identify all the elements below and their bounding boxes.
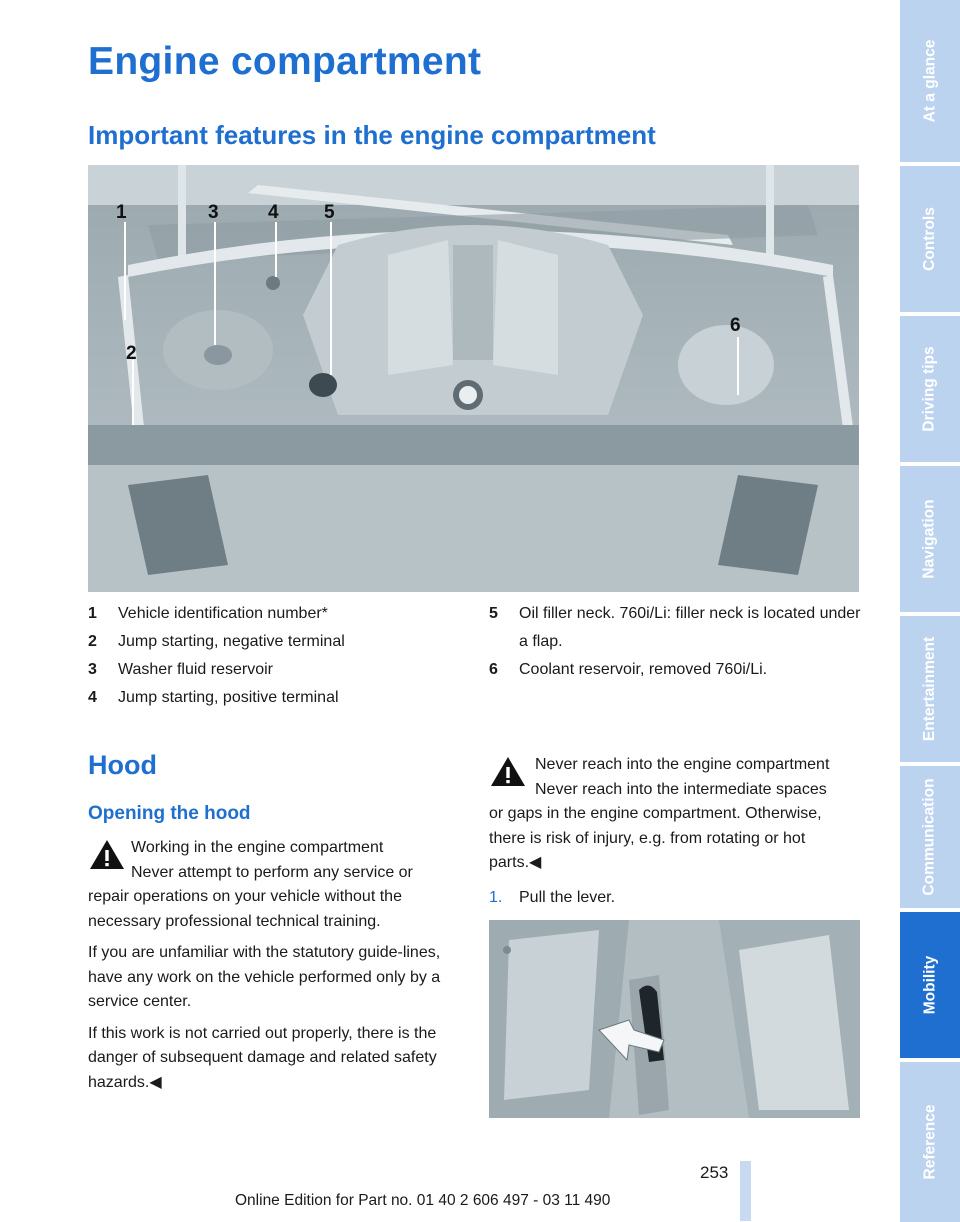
legend-item: 4 Jump starting, positive terminal (88, 689, 339, 706)
tab-navigation[interactable]: Navigation (900, 466, 960, 612)
chapter-tabs (900, 0, 960, 1222)
figure-label-4: 4 (268, 202, 279, 223)
edition-footer: Online Edition for Part no. 01 40 2 606 497 - 03 11 490 (235, 1192, 611, 1209)
step-text: Pull the lever. (519, 888, 616, 906)
page-number: 253 (700, 1163, 729, 1182)
legend-item: 1 Vehicle identification number* (88, 605, 328, 622)
legend-item: 6 Coolant reservoir, removed 760i/Li. (489, 661, 768, 678)
figure-label-5: 5 (324, 202, 335, 223)
warning-lead: Never reach into the intermediate spaces (535, 780, 827, 798)
page-title: Engine compartment (88, 40, 482, 83)
figure-label-2: 2 (126, 343, 137, 364)
paragraph-statutory: If you are unfamiliar with the statutory guide-lines, have any work on the vehicle performed only by a service center. (88, 944, 441, 1010)
warning-working-in-engine-compartment (88, 836, 460, 1102)
warning-never-reach (489, 753, 861, 910)
legend-right (489, 600, 861, 684)
tab-entertainment[interactable]: Entertainment (900, 616, 960, 762)
hood-heading: Hood (88, 750, 157, 780)
legend-item: 2 Jump starting, negative terminal (88, 633, 345, 650)
figure-label-1: 1 (116, 202, 127, 223)
legend-item: 3 Washer fluid reservoir (88, 661, 274, 678)
tab-driving-tips[interactable]: Driving tips (900, 316, 960, 462)
page-number-bar (740, 1161, 751, 1221)
figure-label-6: 6 (730, 315, 741, 336)
paragraph-danger: If this work is not carried out properly, there is the danger of subsequent damage and related safety hazards.◀ (88, 1024, 437, 1091)
step-number: 1. (489, 888, 503, 906)
figure-label-3: 3 (208, 202, 219, 223)
step-1 (489, 886, 861, 911)
warning-lead: Never attempt to perform any service or (131, 863, 413, 881)
opening-hood-subheading: Opening the hood (88, 803, 251, 824)
warning-title: Working in the engine compartment (131, 839, 384, 856)
tab-mobility[interactable]: Mobility (900, 912, 960, 1058)
engine-compartment-photo (88, 165, 859, 592)
tab-communication[interactable]: Communication (900, 766, 960, 908)
hood-release-lever-photo (489, 920, 860, 1118)
warning-body: or gaps in the engine compartment. Otherwise, there is risk of injury, e.g. from rotating or hot parts.◀ (489, 805, 822, 871)
tab-at-a-glance[interactable]: At a glance (900, 0, 960, 162)
tab-reference[interactable]: Reference (900, 1062, 960, 1222)
legend-item: 5 Oil filler neck. 760i/Li: filler neck is located under a flap. (489, 605, 861, 650)
legend-left (88, 600, 460, 712)
tab-controls[interactable]: Controls (900, 166, 960, 312)
section-title: Important features in the engine compartment (88, 120, 656, 150)
warning-body: repair operations on your vehicle without the necessary professional technical training. (88, 888, 402, 930)
warning-title: Never reach into the engine compartment (535, 756, 830, 773)
